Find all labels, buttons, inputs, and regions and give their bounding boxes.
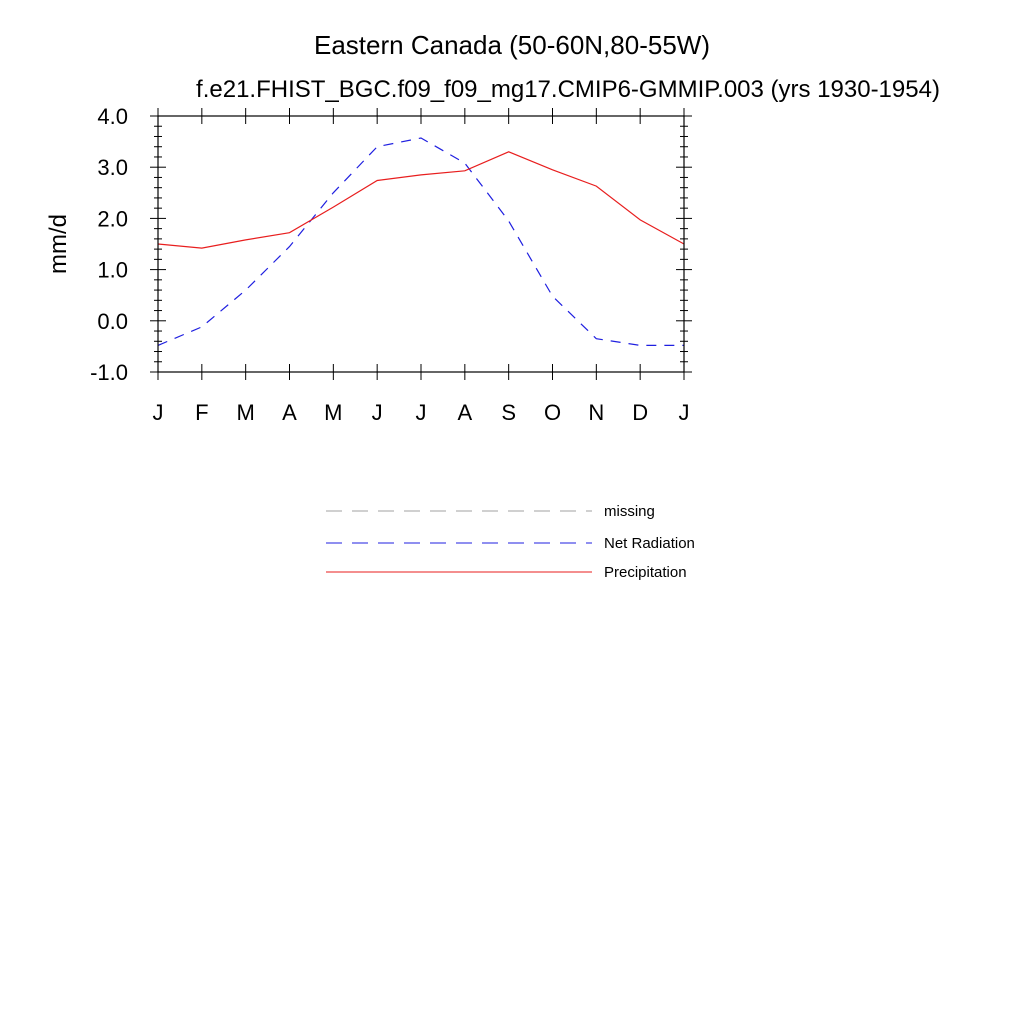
y-tick-label: -1.0 xyxy=(90,360,128,385)
y-tick-label: 4.0 xyxy=(97,104,128,129)
y-tick-label: 3.0 xyxy=(97,155,128,181)
x-tick-label: J xyxy=(678,400,690,425)
plot-frame xyxy=(158,116,684,372)
legend-label: missing xyxy=(604,503,655,520)
x-tick-label: D xyxy=(632,400,649,425)
chart-title: Eastern Canada (50-60N,80-55W) xyxy=(314,30,710,60)
x-tick-label: S xyxy=(501,400,517,425)
legend xyxy=(326,503,695,581)
y-axis-label: mm/d xyxy=(45,214,72,274)
legend-label: Precipitation xyxy=(604,564,687,581)
chart-subtitle: f.e21.FHIST_BGC.f09_f09_mg17.CMIP6-GMMIP.003 (yrs 1930-1954) xyxy=(196,76,940,103)
y-tick-label: 2.0 xyxy=(97,206,128,232)
x-tick-label: M xyxy=(324,400,343,425)
x-tick-label: J xyxy=(371,400,383,425)
x-tick-label: F xyxy=(195,400,209,425)
legend-label: Net Radiation xyxy=(604,535,695,552)
x-tick-label: J xyxy=(415,400,427,425)
y-tick-label: 1.0 xyxy=(97,257,128,283)
x-tick-label: A xyxy=(282,400,297,425)
x-tick-label: M xyxy=(236,400,255,425)
x-tick-label: N xyxy=(588,400,605,425)
x-tick-label: A xyxy=(457,400,473,425)
y-tick-label: 0.0 xyxy=(97,308,128,334)
x-tick-label: O xyxy=(543,400,562,425)
x-tick-label: J xyxy=(152,400,164,425)
series-line-precipitation xyxy=(158,152,684,248)
